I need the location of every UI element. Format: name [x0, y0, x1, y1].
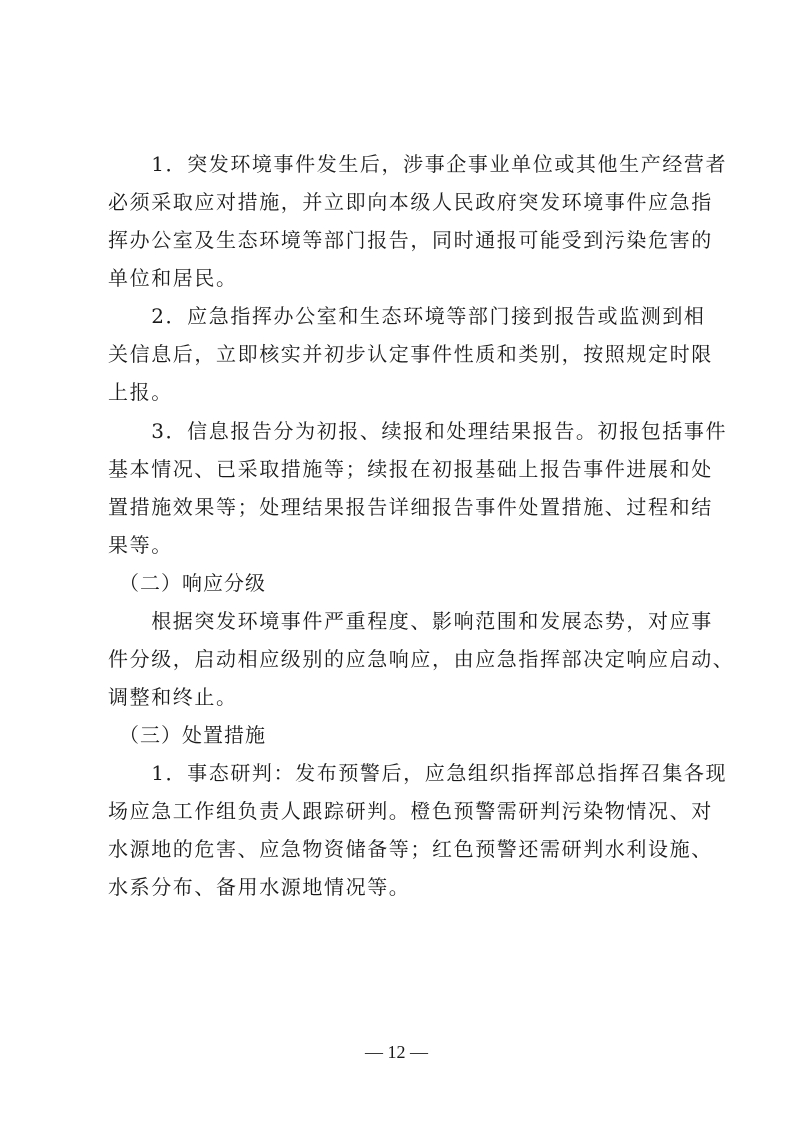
paragraph-4-line-3: 调整和终止。 — [108, 685, 238, 709]
paragraph-1-line-3: 挥办公室及生态环境等部门报告，同时通报可能受到污染危害的 — [108, 228, 713, 252]
paragraph-5-line-1: 1．事态研判：发布预警后，应急组织指挥部总指挥召集各现 — [108, 761, 728, 785]
paragraph-4-line-2: 件分级，启动相应级别的应急响应，由应急指挥部决定响应启动、 — [108, 647, 735, 671]
paragraph-2-line-2: 关信息后，立即核实并初步认定事件性质和类别，按照规定时限 — [108, 342, 713, 366]
paragraph-5-line-3: 水源地的危害、应急物资储备等；红色预警还需研判水利设施、 — [108, 837, 713, 861]
paragraph-2-line-3: 上报。 — [108, 380, 173, 404]
section-heading-response-grading: （二）响应分级 — [108, 571, 266, 595]
paragraph-4-line-1: 根据突发环境事件严重程度、影响范围和发展态势，对应事 — [108, 609, 713, 633]
paragraph-2-line-1: 2．应急指挥办公室和生态环境等部门接到报告或监测到相 — [108, 304, 706, 328]
paragraph-3-line-1: 3．信息报告分为初报、续报和处理结果报告。初报包括事件 — [108, 419, 728, 443]
section-heading-disposal-measures: （三）处置措施 — [108, 723, 266, 747]
paragraph-1-line-1: 1．突发环境事件发生后，涉事企事业单位或其他生产经营者 — [108, 152, 728, 176]
paragraph-5-line-4: 水系分布、备用水源地情况等。 — [108, 875, 411, 899]
paragraph-1-line-2: 必须采取应对措施，并立即向本级人民政府突发环境事件应急指 — [108, 190, 713, 214]
paragraph-1-line-4: 单位和居民。 — [108, 266, 238, 290]
page-number: — 12 — — [365, 1042, 428, 1062]
paragraph-5-line-2: 场应急工作组负责人跟踪研判。橙色预警需研判污染物情况、对 — [108, 799, 713, 823]
paragraph-3-line-4: 果等。 — [108, 533, 173, 557]
paragraph-3-line-3: 置措施效果等；处理结果报告详细报告事件处置措施、过程和结 — [108, 495, 713, 519]
paragraph-3-line-2: 基本情况、已采取措施等；续报在初报基础上报告事件进展和处 — [108, 457, 713, 481]
